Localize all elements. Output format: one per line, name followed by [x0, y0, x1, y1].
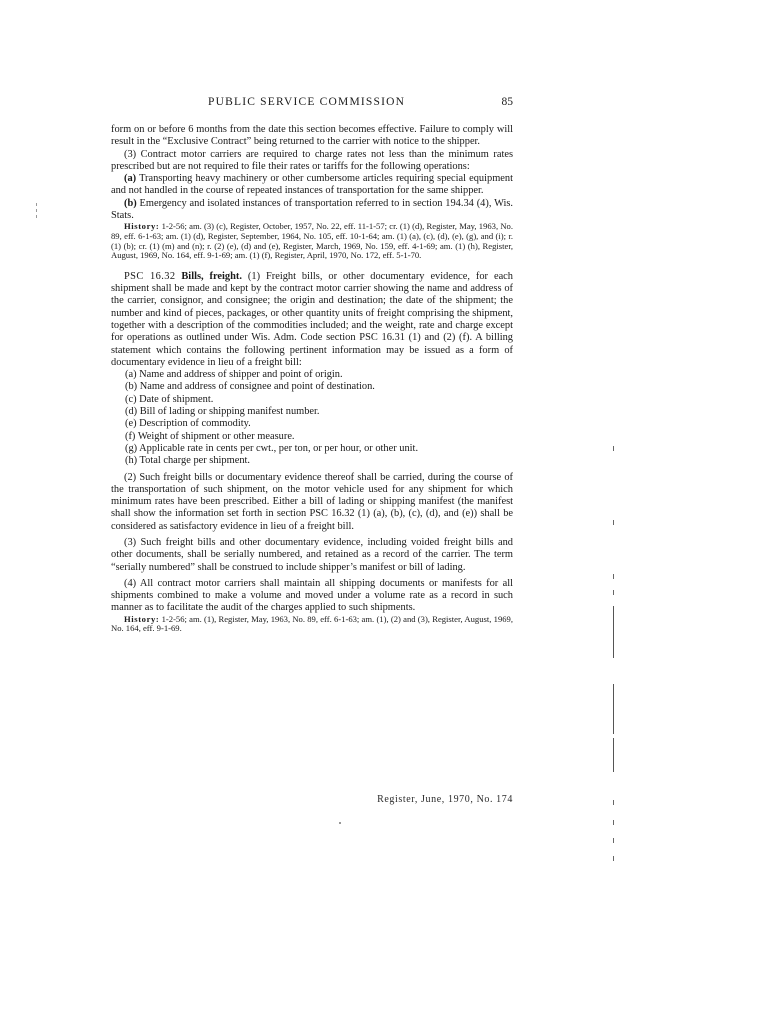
list-item: [111, 198, 513, 223]
item-label: (e): [125, 418, 137, 430]
page-body: [111, 124, 513, 634]
item-text: Weight of shipment or other measure.: [137, 430, 295, 442]
change-bar: [613, 684, 614, 734]
section-title: Bills, freight.: [181, 270, 242, 282]
item-label: (f): [125, 430, 136, 442]
list-item: [111, 431, 513, 443]
scan-speck: [339, 822, 341, 824]
item-text: Total charge per shipment.: [139, 455, 251, 467]
item-label: (g): [125, 442, 138, 454]
margin-mark: [36, 209, 37, 212]
item-text: Transporting heavy machinery or other cumbersome articles requiring special equipment and not handled in the course of repeated instances of transportation for the same shipper.: [111, 173, 513, 197]
margin-mark: [36, 215, 37, 218]
item-label: (d): [125, 406, 138, 418]
list-item: [111, 173, 513, 198]
list-item: [111, 443, 513, 455]
margin-mark: [613, 820, 614, 825]
margin-mark: [36, 203, 37, 206]
page-number: 85: [501, 96, 513, 108]
item-label: (b): [124, 197, 137, 209]
history-label: History:: [124, 613, 160, 624]
history-label: History:: [124, 221, 160, 232]
item-label: (h): [125, 455, 138, 467]
item-label: (a): [125, 369, 137, 381]
subsection-3-paragraph: (3) Contract motor carriers are required to charge rates not less than the minimum rates prescribed but are not required to file their rates or tariffs for the following operations:: [111, 148, 513, 172]
subsection-3-paragraph: (3) Such freight bills and other documentary evidence, including voided freight bills and other documents, shall be serially numbered, and retained as a record of the carrier. The term “serially numbered” shall be construed to include shipper’s manifest or bill of lading.: [111, 536, 513, 573]
item-text: Description of commodity.: [139, 418, 251, 430]
change-bar: [613, 738, 614, 772]
list-item: [111, 406, 513, 418]
item-label: (a): [124, 173, 137, 185]
list-item: [111, 455, 513, 467]
item-text: Emergency and isolated instances of transportation referred to in section 194.34 (4), Wis. Stats.: [111, 197, 513, 222]
change-bar: [613, 606, 614, 658]
item-label: (c): [125, 393, 137, 405]
margin-mark: [613, 446, 614, 451]
list-item: [111, 381, 513, 393]
margin-mark: [613, 520, 614, 525]
subsection-4-paragraph: (4) All contract motor carriers shall maintain all shipping documents or manifests for all shipments combined to make a volume and moved under a volume rate as a record in such manner as to facilitate the audit of the charges applied to such shipments.: [111, 577, 513, 614]
item-text: Name and address of shipper and point of origin.: [139, 369, 343, 381]
list-item: [111, 418, 513, 430]
history-note: [111, 222, 513, 260]
page-header: [111, 96, 513, 112]
history-text: 1-2-56; am. (1), Register, May, 1963, No. 89, eff. 6-1-63; am. (1), (2) and (3), Register, August, 1969, No. 164, eff. 9-1-69.: [111, 613, 513, 634]
margin-mark: [613, 856, 614, 861]
list-item: [111, 394, 513, 406]
margin-mark: [613, 590, 614, 595]
section-intro: (1) Freight bills, or other documentary evidence, for each shipment shall be made and kept by the contract motor carrier showing the name and address of the carrier, consignor, and consignee; the origin and destination; the date of the shipment; the number and kind of pieces, packages, or other quantity units of freight comprising the shipment, together with a description of the commodities included; and the weight, rate and charge except for operations as outlined under Wis. Adm. Code section PSC 16.31 (1) and (2) (f). A billing statement which contains the following pertinent information may be issued as a form of documentary evidence in lieu of a freight bill:: [111, 270, 513, 368]
margin-mark: [613, 838, 614, 843]
list-item: [111, 369, 513, 381]
item-text: Date of shipment.: [139, 393, 214, 405]
section-paragraph: [111, 271, 513, 369]
margin-mark: [613, 800, 614, 805]
continuation-paragraph: form on or before 6 months from the date this section becomes effective. Failure to comply will result in the “Exclusive Contract” being returned to the carrier with notice to the shipper.: [111, 124, 513, 148]
history-note: [111, 615, 513, 634]
history-text: 1-2-56; am. (3) (c), Register, October, 1957, No. 22, eff. 11-1-57; cr. (1) (d), Register, May, 1963, No. 89, eff. 6-1-63; am. (1) (d), Register, September, 1964, No. 105, eff. 10-1-64; am. (1) (a), (c), (d), (e), (g), and (i); r. (1) (b); cr. (1) (m) and (n); r. (2) (e), (d) and (e), Register, March, 1969, No. 159, eff. 4-1-69; am. (1) (h), Register, August, 1969, No. 164, eff. 9-1-69; am. (1) (f), Register, April, 1970, No. 172, eff. 5-1-70.: [111, 221, 513, 261]
subsection-2-paragraph: (2) Such freight bills or documentary evidence thereof shall be carried, during the course of the transportation of such shipment, on the motor vehicle used for any shipment for which minimum rates have been prescribed. Either a bill of lading or shipping manifest (the manifest shall show the information set forth in section PSC 16.32 (1) (a), (b), (c), (d), and (e)) shall be considered as satisfactory evidence in lieu of a freight bill.: [111, 471, 513, 532]
item-text: Bill of lading or shipping manifest number.: [139, 406, 320, 418]
item-label: (b): [125, 381, 138, 393]
register-footer: Register, June, 1970, No. 174: [377, 794, 513, 805]
section-number: PSC 16.32: [124, 270, 176, 282]
item-text: Name and address of consignee and point of destination.: [139, 381, 375, 393]
running-head: PUBLIC SERVICE COMMISSION: [208, 96, 406, 108]
section-spacer: [111, 261, 513, 271]
item-text: Applicable rate in cents per cwt., per ton, or per hour, or other unit.: [139, 442, 419, 454]
margin-mark: [613, 574, 614, 579]
